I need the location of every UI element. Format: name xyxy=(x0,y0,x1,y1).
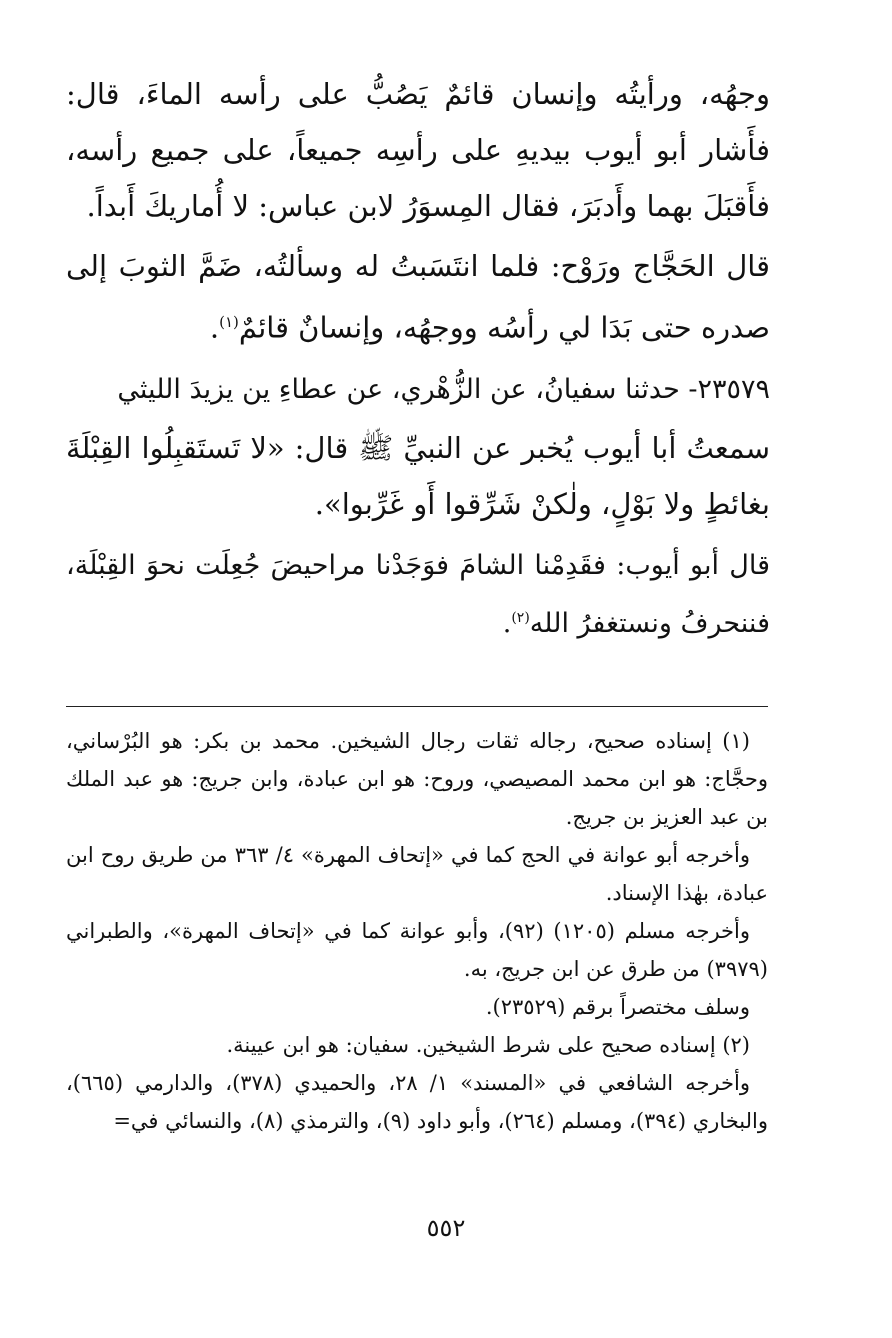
footnote-separator xyxy=(66,706,768,707)
hadith-chain: ٢٣٥٧٩- حدثنا سفيانُ، عن الزُّهْري، عن عطاءِ ين يزيدَ الليثي xyxy=(117,373,770,405)
footnote-2: (٢) إسناده صحيح على شرط الشيخين. سفيان: هو ابن عيينة. xyxy=(226,1033,750,1057)
paragraph-2-end: . xyxy=(209,310,220,345)
paragraph-2 xyxy=(66,238,770,356)
footnote-1-para-4: وسلف مختصراً برقم (٢٣٥٢٩). xyxy=(485,995,750,1019)
footnote-ref-1: (١) xyxy=(219,313,239,331)
footnote-1: (١) إسناده صحيح، رجاله ثقات رجال الشيخين. محمد بن بكر: هو البُرْساني، وحجَّاج: هو ابن محمد المصيصي، وروح: هو ابن عبادة، وابن جريج: هو عبد الملك بن عبد العزيز بن جريج. xyxy=(66,729,768,829)
page-number: ٥٥٢ xyxy=(426,1214,466,1242)
paragraph-2-text: قال الحَجَّاج ورَوْح: فلما انتَسَبتُ له وسألتُه، ضَمَّ الثوبَ إلى صدره حتى بَدَا لي رأسُه ووجهُه، وإنسانٌ قائمٌ xyxy=(66,249,770,345)
narration-paragraph xyxy=(66,540,770,650)
footnote-ref-2: (٢) xyxy=(511,609,530,626)
narration-text: قال أبو أيوب: فقَدِمْنا الشامَ فوَجَدْنا مراحيضَ جُعِلَت نحوَ القِبْلَة، فننحرفُ ونستغفرُ الله xyxy=(66,549,770,639)
footnotes xyxy=(66,722,768,1140)
narration-end: . xyxy=(502,607,512,639)
footnote-1-para-3: وأخرجه مسلم (١٢٠٥) (٩٢)، وأبو عوانة كما في «إتحاف المهرة»، والطبراني (٣٩٧٩) من طرق عن ابن جريج، به. xyxy=(66,919,768,981)
main-text xyxy=(66,66,770,650)
hadith-text: سمعتُ أبا أيوب يُخبر عن النبيِّ ﷺ قال: «لا تَستَقبِلُوا القِبْلَةَ بغائطٍ ولا بَوْلٍ، ولٰكنْ شَرِّقوا أَو غَرِّبوا». xyxy=(66,430,770,521)
footnote-2-para-2: وأخرجه الشافعي في «المسند» ١/ ٢٨، والحميدي (٣٧٨)، والدارمي (٦٦٥)، والبخاري (٣٩٤)، ومسلم (٢٦٤)، وأبو داود (٩)، والترمذي (٨)، والنسائي في= xyxy=(66,1071,768,1133)
footnote-1-para-2: وأخرجه أبو عوانة في الحج كما في «إتحاف المهرة» ٤/ ٣٦٣ من طريق روح ابن عبادة، بهٰذا الإسناد. xyxy=(66,843,768,905)
paragraph-1: وجهُه، ورأيتُه وإنسان قائمٌ يَصُبُّ على رأسه الماءَ، قال: فأَشار أبو أيوب بيديهِ على رأسِه جميعاً، على جميع رأسه، فأَقبَلَ بهما وأَدبَرَ، فقال المِسوَرُ لابن عباس: لا أُماريكَ أَبداً. xyxy=(66,77,770,223)
